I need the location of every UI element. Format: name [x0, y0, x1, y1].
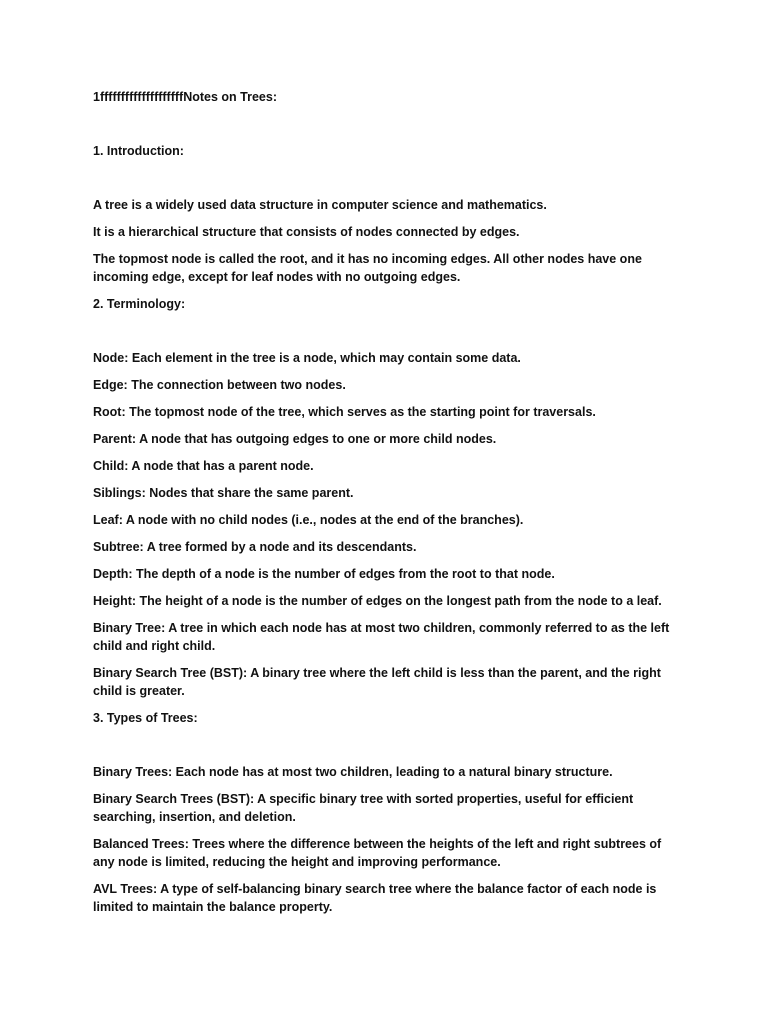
- section-heading-types-of-trees: 3. Types of Trees:: [93, 711, 198, 725]
- paragraph: Parent: A node that has outgoing edges to one or more child nodes.: [93, 432, 497, 446]
- paragraph: It is a hierarchical structure that consists of nodes connected by edges.: [93, 225, 520, 239]
- paragraph: The topmost node is called the root, and it has no incoming edges. All other nodes have one incoming edge, except for leaf nodes with no outgoing edges.: [93, 252, 642, 284]
- paragraph: Binary Tree: A tree in which each node has at most two children, commonly referred to as the left child and right child.: [93, 621, 670, 653]
- paragraph: Subtree: A tree formed by a node and its descendants.: [93, 540, 417, 554]
- paragraph: Siblings: Nodes that share the same parent.: [93, 486, 354, 500]
- section-heading-introduction: 1. Introduction:: [93, 144, 184, 158]
- paragraph: Binary Search Trees (BST): A specific binary tree with sorted properties, useful for efficient searching, insertion, and deletion.: [93, 792, 634, 824]
- document-body: [93, 88, 683, 925]
- document-title: 1ffffffffffffffffffffNotes on Trees:: [93, 90, 277, 104]
- paragraph: Child: A node that has a parent node.: [93, 459, 314, 473]
- paragraph: Balanced Trees: Trees where the difference between the heights of the left and right subtrees of any node is limited, reducing the height and improving performance.: [93, 837, 662, 869]
- paragraph: Root: The topmost node of the tree, which serves as the starting point for traversals.: [93, 405, 596, 419]
- paragraph: Height: The height of a node is the number of edges on the longest path from the node to a leaf.: [93, 594, 662, 608]
- paragraph: Binary Search Tree (BST): A binary tree where the left child is less than the parent, and the right child is greater.: [93, 666, 661, 698]
- paragraph: Edge: The connection between two nodes.: [93, 378, 346, 392]
- paragraph: A tree is a widely used data structure in computer science and mathematics.: [93, 198, 547, 212]
- paragraph: Binary Trees: Each node has at most two children, leading to a natural binary structure.: [93, 765, 613, 779]
- paragraph: AVL Trees: A type of self-balancing binary search tree where the balance factor of each node is limited to maintain the balance property.: [93, 882, 657, 914]
- paragraph: Leaf: A node with no child nodes (i.e., nodes at the end of the branches).: [93, 513, 524, 527]
- paragraph: Depth: The depth of a node is the number of edges from the root to that node.: [93, 567, 555, 581]
- paragraph: Node: Each element in the tree is a node, which may contain some data.: [93, 351, 521, 365]
- section-heading-terminology: 2. Terminology:: [93, 297, 186, 311]
